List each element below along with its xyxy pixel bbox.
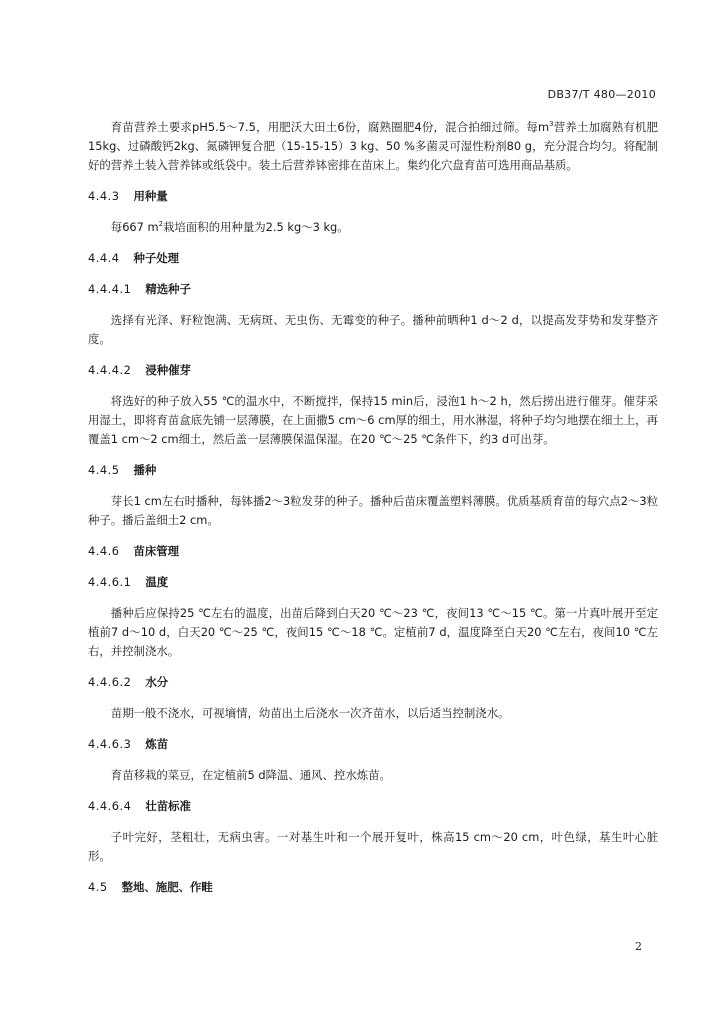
section-heading-4-5 [88, 878, 658, 897]
section-number: 4.4.4 [88, 251, 120, 265]
section-number: 4.4.6 [88, 544, 120, 558]
section-number: 4.4.4.2 [88, 363, 132, 377]
section-number: 4.5 [88, 880, 108, 894]
section-number: 4.4.6.4 [88, 799, 132, 813]
section-heading-4-4-6-2 [88, 673, 658, 692]
section-number: 4.4.3 [88, 189, 120, 203]
intro-text-1: 育苗营养土要求pH5.5～7.5，用肥沃大田土6份，腐熟圈肥4份，混合拍细过筛。每m [110, 120, 550, 134]
paragraph-text-1: 每667 m [110, 220, 159, 234]
section-title: 精选种子 [145, 282, 191, 296]
section-heading-4-4-6-1 [88, 573, 658, 592]
section-title: 整地、施肥、作畦 [121, 880, 213, 894]
document-body [88, 118, 658, 909]
section-paragraph-4-4-6-2: 苗期一般不浇水，可视墒情，幼苗出土后浇水一次齐苗水，以后适当控制浇水。 [110, 706, 510, 720]
section-heading-4-4-3 [88, 187, 658, 206]
intro-paragraph [88, 118, 658, 175]
section-heading-4-4-4 [88, 249, 658, 268]
section-title: 播种 [133, 463, 157, 477]
section-paragraph-4-4-3 [88, 218, 658, 237]
section-heading-4-4-5 [88, 461, 658, 480]
section-title: 炼苗 [145, 737, 169, 751]
section-title: 浸种催芽 [145, 363, 191, 377]
section-heading-4-4-4-1 [88, 280, 658, 299]
section-heading-4-4-6-3 [88, 735, 658, 754]
section-title: 用种量 [133, 189, 168, 203]
section-title: 温度 [145, 575, 169, 589]
section-number: 4.4.6.1 [88, 575, 132, 589]
section-title: 水分 [145, 675, 169, 689]
intro-superscript: 3 [549, 120, 554, 129]
section-heading-4-4-6-4 [88, 797, 658, 816]
section-title: 种子处理 [133, 251, 180, 265]
section-paragraph-4-4-6-3: 育苗移栽的菜豆，在定植前5 d降温、通风、控水炼苗。 [110, 768, 391, 782]
section-number: 4.4.6.2 [88, 675, 132, 689]
section-paragraph-4-4-6-4: 子叶完好，茎粗壮，无病虫害。一对基生叶和一个展开复叶，株高15 cm～20 cm，叶色绿，基生叶心脏形。 [88, 830, 658, 863]
page-number: 2 [635, 940, 642, 953]
section-number: 4.4.6.3 [88, 737, 132, 751]
section-paragraph-4-4-6-1: 播种后应保持25 ℃左右的温度，出苗后降到白天20 ℃～23 ℃，夜间13 ℃～15 ℃。第一片真叶展开至定植前7 d～10 d，白天20 ℃～25 ℃，夜间15 ℃～18 ℃。定植前7 d，温度降至白天20 ℃左右，夜间10 ℃左右，并控制浇水。 [88, 606, 658, 658]
section-paragraph-4-4-5: 芽长1 cm左右时播种，每钵播2～3粒发芽的种子。播种后苗床覆盖塑料薄膜。优质基质育苗的每穴点2～3粒种子。播后盖细土2 cm。 [88, 494, 658, 527]
section-heading-4-4-4-2 [88, 361, 658, 380]
standard-code: DB37/T 480—2010 [547, 88, 656, 101]
section-title: 苗床管理 [133, 544, 180, 558]
paragraph-superscript: 2 [158, 220, 164, 229]
section-paragraph-4-4-4-2: 将选好的种子放入55 ℃的温水中，不断搅拌，保持15 min后，浸泡1 h～2 h，然后捞出进行催芽。催芽采用湿土，即将育苗盒底先铺一层薄膜，在上面撒5 cm～6 cm厚的细土，用水淋湿，将种子均匀地摆在细土上，再覆盖1 cm～2 cm细土，然后盖一层薄膜保温保湿。在20 ℃～25 ℃条件下，约3 d可出芽。 [88, 394, 658, 446]
section-heading-4-4-6 [88, 542, 658, 561]
paragraph-text-2: 栽培面积的用种量为2.5 kg～3 kg。 [163, 220, 349, 234]
section-paragraph-4-4-4-1: 选择有光泽、籽粒饱满、无病斑、无虫伤、无霉变的种子。播种前晒种1 d～2 d，以提高发芽势和发芽整齐度。 [88, 313, 658, 346]
intro-text-2: 营养土加腐熟有机肥15kg、过磷酸钙2kg、氮磷钾复合肥（15-15-15）3 kg、50 %多菌灵可湿性粉剂80 g，充分混合均匀。将配制好的营养土装入营养钵或纸袋中。装土后营养钵密排在苗床上。集约化穴盘育苗可选用商品基质。 [88, 120, 658, 172]
section-title: 壮苗标准 [145, 799, 191, 813]
section-number: 4.4.5 [88, 463, 120, 477]
section-number: 4.4.4.1 [88, 282, 132, 296]
